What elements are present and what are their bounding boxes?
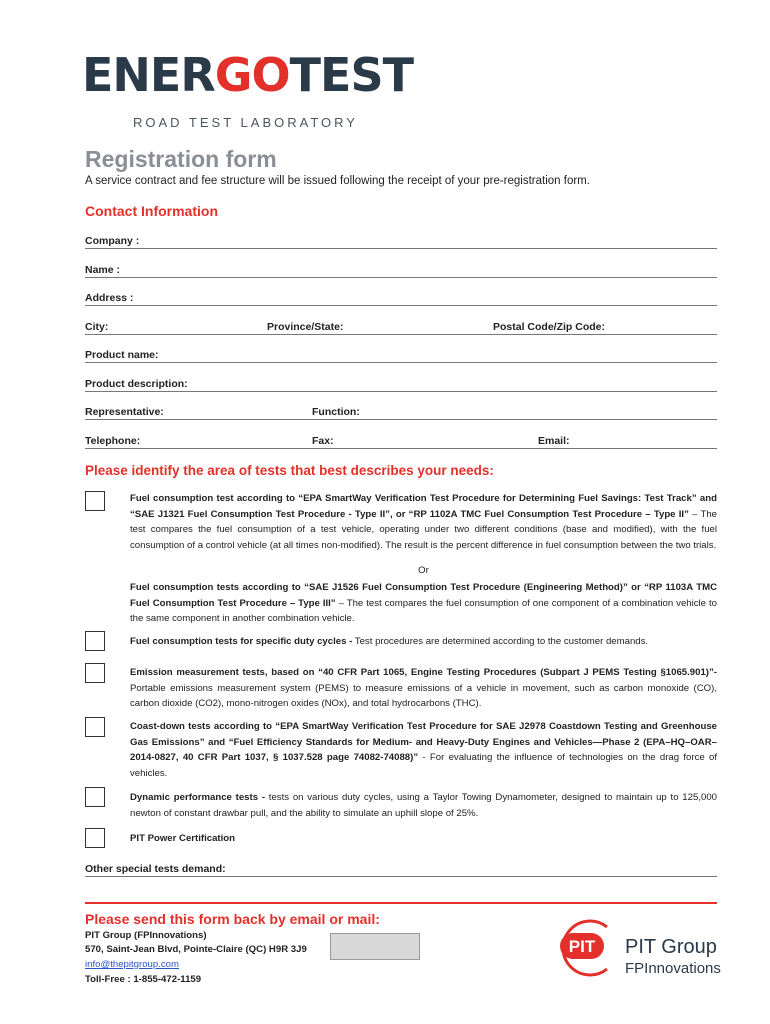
telephone-fax-email-field[interactable]: [85, 448, 717, 449]
coast-title: Coast-down tests according to “EPA SmartWay Verification Test Procedure for SAE J2978 Coastdown Testing and Greenhouse Gas Emissions” and “Fuel Efficiency Standards for Medium- and Heavy-Duty Engines and Vehicles—Phase 2 (EPA–HQ–OAR–2014-0827, 40 CFR Part 1037, § 1037.528 page 74082-74088)”: [130, 721, 717, 763]
duty-text: Test procedures are determined according to the customer demands.: [352, 636, 649, 647]
address-label: Address :: [85, 292, 134, 304]
logo-prefix: ENER: [82, 48, 215, 102]
fuel-consumption-checkbox[interactable]: [85, 491, 105, 511]
dynamic-text: tests on various duty cycles, using a Taylor Towing Dynamometer, designed to maintain up to 125,000 newton of constant drawbar pull, and the ability to simulate an uphill slope of 25%.: [130, 792, 717, 819]
or-separator: Or: [418, 565, 429, 576]
emission-text: Portable emissions measurement system (PEMS) to measure emissions of a vehicle in movement, such as carbon monoxide (CO), carbon dioxide (CO2), mono-nitrogen oxides (NOx), and total hydrocarbons (THC).: [130, 682, 717, 709]
fuel2-text: – The test compares the fuel consumption of one component of a combination vehicle to the same component in another combination vehicle.: [130, 597, 717, 624]
emission-description: [130, 665, 717, 712]
energotest-logo: [82, 48, 413, 102]
address-field[interactable]: [85, 305, 717, 306]
coast-down-description: [130, 719, 717, 781]
company-field[interactable]: [85, 248, 717, 249]
province-label: Province/State:: [267, 321, 344, 333]
telephone-label: Telephone:: [85, 435, 141, 447]
page-subtitle: A service contract and fee structure will be issued following the receipt of your pre-registration form.: [85, 175, 590, 187]
fax-label: Fax:: [312, 435, 334, 447]
pit-power-description: [130, 831, 717, 847]
pit-logo-mark: PIT: [568, 937, 596, 956]
fuel2-title: Fuel consumption tests according to “SAE J1526 Fuel Consumption Test Procedure (Engineering Method)” or “RP 1103A TMC Fuel Consumption Test Procedure – Type III”: [130, 582, 717, 609]
pit-logo-sub: FPInnovations: [625, 960, 721, 977]
product-name-field[interactable]: [85, 362, 717, 363]
contact-heading: Contact Information: [85, 203, 218, 219]
coast-text: - For evaluating the influence of technologies on the drag force of vehicles.: [130, 752, 717, 779]
pit-power-checkbox[interactable]: [85, 828, 105, 848]
pit-power-title: PIT Power Certification: [130, 833, 236, 844]
email-label: Email:: [538, 435, 570, 447]
pit-group-logo: [555, 915, 725, 981]
city-province-postal-field[interactable]: [85, 334, 717, 335]
product-description-label: Product description:: [85, 378, 188, 390]
org-address: 570, Saint-Jean Blvd, Pointe-Claire (QC) H9R 3J9: [85, 944, 307, 955]
company-label: Company :: [85, 235, 140, 247]
fuel-consumption-alt-description: [130, 580, 717, 627]
duty-cycles-checkbox[interactable]: [85, 631, 105, 651]
submit-stamp-box[interactable]: [330, 933, 420, 960]
function-label: Function:: [312, 406, 360, 418]
emission-title: Emission measurement tests, based on “40 CFR Part 1065, Engine Testing Procedures (Subpart J PEMS Testing §1065.901)”-: [130, 667, 717, 678]
tests-heading: Please identify the area of tests that best describes your needs:: [85, 463, 494, 478]
dynamic-performance-checkbox[interactable]: [85, 787, 105, 807]
footer-rule: [85, 902, 717, 904]
fuel-consumption-description: [130, 491, 717, 553]
logo-tagline: ROAD TEST LABORATORY: [133, 115, 358, 130]
duty-title: Fuel consumption tests for specific duty cycles -: [130, 636, 353, 647]
page-title: Registration form: [85, 146, 277, 172]
dynamic-performance-description: [130, 790, 717, 821]
city-label: City:: [85, 321, 109, 333]
toll-free-phone: Toll-Free : 1-855-472-1159: [85, 974, 202, 985]
name-label: Name :: [85, 264, 121, 276]
name-field[interactable]: [85, 277, 717, 278]
duty-cycles-description: [130, 634, 717, 650]
product-name-label: Product name:: [85, 349, 159, 361]
emission-checkbox[interactable]: [85, 663, 105, 683]
other-tests-field[interactable]: [85, 876, 717, 877]
representative-label: Representative:: [85, 406, 164, 418]
pit-logo-name: PIT Group: [625, 936, 717, 958]
product-description-field[interactable]: [85, 391, 717, 392]
org-name: PIT Group (FPInnovations): [85, 930, 207, 941]
coast-down-checkbox[interactable]: [85, 717, 105, 737]
email-link[interactable]: info@thepitgroup.com: [85, 959, 180, 970]
send-back-heading: Please send this form back by email or mail:: [85, 911, 380, 927]
logo-suffix: TEST: [289, 48, 413, 102]
postal-label: Postal Code/Zip Code:: [493, 321, 606, 333]
fuel1-title: Fuel consumption test according to “EPA SmartWay Verification Test Procedure for Determining Fuel Savings: Test Track” and “SAE J1321 Fuel Consumption Test Procedure - Type II”, or “RP 1102A TMC Fuel Consumption Test Procedure – Type II”: [130, 493, 717, 520]
fuel1-text: – The test compares the fuel consumption of a test vehicle, operating under two different conditions (base and modified), with the fuel consumption of a control vehicle (at all times non-modified). The result is the percent difference in fuel consumption between the two trials.: [130, 508, 718, 551]
other-tests-label: Other special tests demand:: [85, 863, 226, 875]
logo-go: GO: [214, 48, 290, 102]
dynamic-title: Dynamic performance tests -: [130, 792, 266, 803]
representative-function-field[interactable]: [85, 419, 717, 420]
